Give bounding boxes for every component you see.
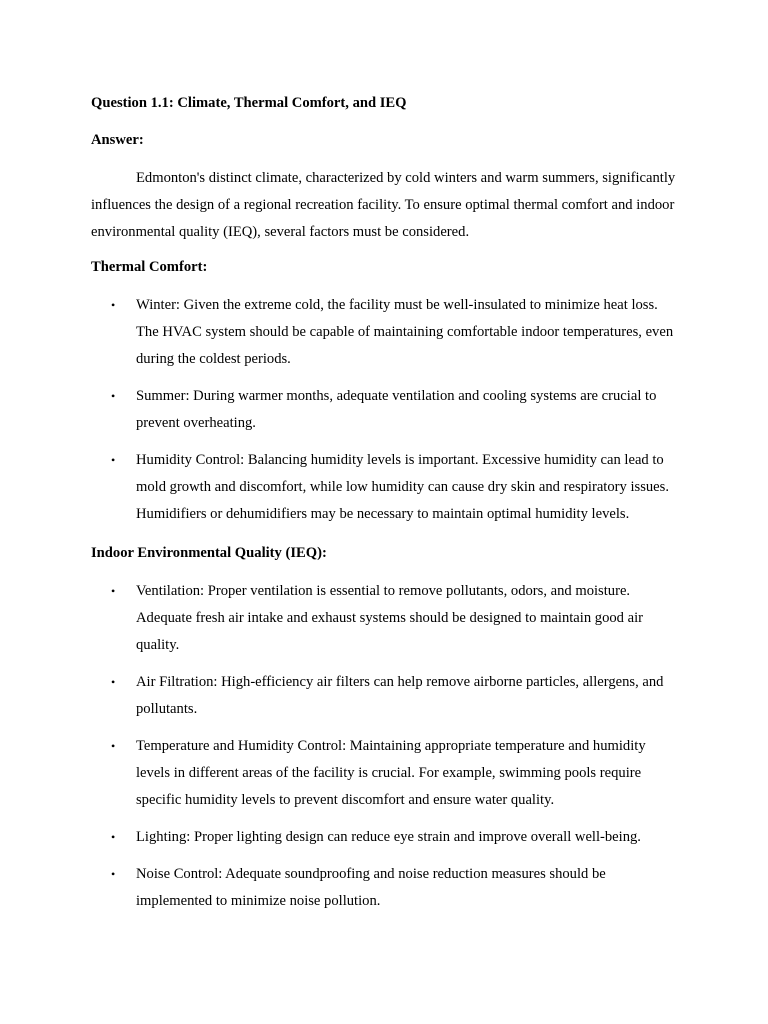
ieq-heading: Indoor Environmental Quality (IEQ): [91, 545, 327, 561]
bullet-icon: • [111, 453, 116, 467]
answer-label: Answer: [91, 132, 144, 148]
list-item [91, 578, 676, 659]
list-item-text: Air Filtration: High-efficiency air filters can help remove airborne particles, allergens, and pollutants. [136, 674, 664, 717]
list-item-text: Summer: During warmer months, adequate ventilation and cooling systems are crucial to prevent overheating. [136, 388, 657, 431]
list-item-text: Ventilation: Proper ventilation is essential to remove pollutants, odors, and moisture. Adequate fresh air intake and exhaust systems should be designed to maintain good air quality. [136, 583, 644, 653]
question-title: Question 1.1: Climate, Thermal Comfort, and IEQ [91, 95, 407, 111]
bullet-icon: • [111, 739, 116, 753]
list-item [91, 669, 676, 723]
list-item [91, 824, 676, 851]
list-item-text: Noise Control: Adequate soundproofing and noise reduction measures should be implemented to minimize noise pollution. [136, 866, 606, 909]
intro-paragraph: Edmonton's distinct climate, characterized by cold winters and warm summers, significantly influences the design of a regional recreation facility. To ensure optimal thermal comfort and indoor environmental quality (IEQ), several factors must be considered. [91, 170, 676, 240]
list-item [91, 733, 676, 814]
list-item-text: Winter: Given the extreme cold, the facility must be well-insulated to minimize heat loss. The HVAC system should be capable of maintaining comfortable indoor temperatures, even during the coldest periods. [136, 297, 674, 367]
bullet-icon: • [111, 584, 116, 598]
bullet-icon: • [111, 867, 116, 881]
list-item-text: Lighting: Proper lighting design can reduce eye strain and improve overall well-being. [136, 829, 641, 845]
bullet-icon: • [111, 389, 116, 403]
list-item [91, 383, 676, 437]
list-item [91, 861, 676, 915]
bullet-icon: • [111, 675, 116, 689]
list-item-text: Temperature and Humidity Control: Maintaining appropriate temperature and humidity levels in different areas of the facility is crucial. For example, swimming pools require specific humidity levels to prevent discomfort and ensure water quality. [136, 738, 646, 808]
thermal-comfort-heading: Thermal Comfort: [91, 259, 208, 275]
thermal-comfort-list [91, 292, 676, 528]
list-item [91, 447, 676, 528]
ieq-list [91, 578, 676, 915]
list-item [91, 292, 676, 373]
bullet-icon: • [111, 298, 116, 312]
bullet-icon: • [111, 830, 116, 844]
list-item-text: Humidity Control: Balancing humidity levels is important. Excessive humidity can lead to mold growth and discomfort, while low humidity can cause dry skin and respiratory issues. Humidifiers or dehumidifiers may be necessary to maintain optimal humidity levels. [136, 452, 669, 522]
